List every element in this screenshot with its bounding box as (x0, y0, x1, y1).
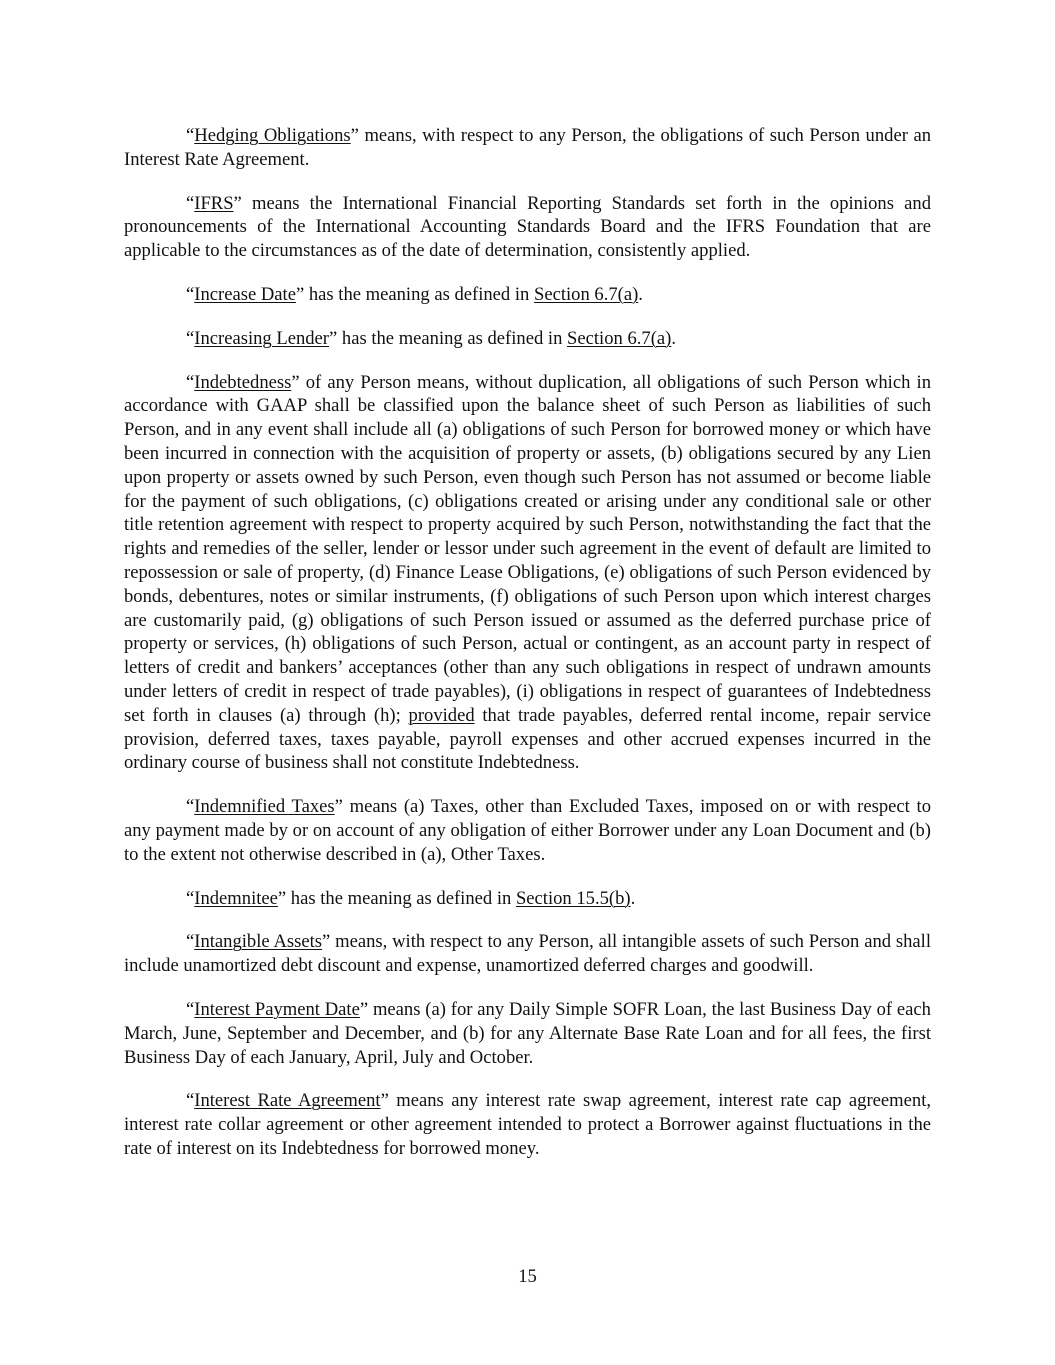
definition-text: “ (186, 327, 195, 349)
definition-text: ” of any Person means, without duplication, all obligations of such Person which in accordance with GAAP shall be classified upon the balance sheet of such Person as liabilities of such Person, and in any event shall include all (a) obligations of such Person for borrowed money or which have been incurred in connection with the acquisition of property or assets, (b) obligations secured by any Lien upon property or assets owned by such Person, even though such Person has not assumed or become liable for the payment of such obligations, (c) obligations created or arising under any conditional sale or other title retention agreement with respect to property acquired by such Person, notwithstanding the fact that the rights and remedies of the seller, lender or lessor under such agreement in the event of default are limited to repossession or sale of property, (d) Finance Lease Obligations, (e) obligations of such Person evidenced by bonds, debentures, notes or similar instruments, (f) obligations of such Person upon which interest charges are customarily paid, (g) obligations of such Person issued or assumed as the deferred purchase price of property or services, (h) obligations of such Person, actual or contingent, as an account party in respect of letters of credit and bankers’ acceptances (other than any such obligations in respect of undrawn amounts under letters of credit in respect of trade payables), (i) obligations in respect of guarantees of Indebtedness set forth in clauses (a) through (h); (124, 371, 931, 726)
underlined-term: Indebtedness (194, 371, 292, 393)
definition-interest-rate-agreement (124, 1089, 931, 1160)
underlined-term: Indemnitee (194, 887, 278, 909)
definition-ifrs (124, 192, 931, 263)
definition-intangible-assets (124, 930, 931, 978)
definition-interest-payment-date (124, 998, 931, 1069)
definition-increase-date (124, 283, 931, 307)
underlined-term: Interest Rate Agreement (194, 1090, 381, 1112)
definition-indebtedness (124, 371, 931, 776)
underlined-term: Interest Payment Date (194, 998, 360, 1020)
definition-text: ” means, with respect to any Person, all intangible assets of such Person and shall include unamortized debt discount and expense, unamortized deferred charges and goodwill. (124, 931, 932, 977)
definition-text: ” has the meaning as defined in (295, 283, 534, 305)
definition-text: “ (186, 796, 195, 818)
underlined-term: Section 6.7(a) (567, 327, 672, 349)
underlined-term: Increasing Lender (194, 327, 329, 349)
definition-text: “ (186, 931, 195, 953)
page-number: 15 (518, 1266, 537, 1287)
underlined-term: Indemnified Taxes (194, 796, 335, 818)
definition-text: . (638, 283, 643, 305)
definition-text: ” means, with respect to any Person, the obligations of such Person under an Interest Rate Agreement. (124, 125, 932, 170)
underlined-term: IFRS (194, 192, 234, 214)
definition-text: . (671, 327, 676, 349)
definition-text: “ (186, 192, 195, 214)
definition-text: ” means (a) Taxes, other than Excluded Taxes, imposed on or with respect to any payment made by or on account of any obligation of either Borrower under any Loan Document and (b) to the extent not otherwise described in (a), Other Taxes. (124, 796, 931, 865)
definition-text: ” means any interest rate swap agreement, interest rate cap agreement, interest rate collar agreement or other agreement intended to protect a Borrower against fluctuations in the rate of interest on its Indebtedness for borrowed money. (124, 1090, 932, 1159)
definition-text: “ (186, 998, 195, 1020)
underlined-term: provided (408, 704, 475, 726)
document-page (124, 124, 931, 1161)
definition-text: ” means (a) for any Daily Simple SOFR Loan, the last Business Day of each March, June, September and December, and (b) for any Alternate Base Rate Loan and for all fees, the first Business Day of each January, April, July and October. (124, 998, 931, 1068)
definition-text: that trade payables, deferred rental income, repair service provision, deferred taxes, taxes payable, payroll expenses and other accrued expenses incurred in the ordinary course of business shall not constitute Indebtedness. (124, 704, 932, 774)
underlined-term: Intangible Assets (194, 931, 323, 953)
definition-text: ” has the meaning as defined in (329, 327, 568, 349)
definition-text: “ (186, 283, 195, 305)
definition-text: . (630, 887, 636, 909)
definition-text: “ (186, 887, 195, 909)
underlined-term: Increase Date (194, 283, 296, 305)
definitions-list (124, 124, 931, 1161)
definition-indemnitee (124, 887, 931, 911)
underlined-term: Section 15.5(b) (515, 887, 631, 909)
definition-text: “ (186, 1090, 195, 1112)
definition-text: “ (186, 371, 195, 393)
definition-text: ” means the International Financial Reporting Standards set forth in the opinions and pronouncements of the International Accounting Standards Board and the IFRS Foundation that are applicable to the circumstances as of the date of determination, consistently applied. (124, 192, 931, 262)
underlined-term: Section 6.7(a) (533, 283, 639, 305)
definition-text: ” has the meaning as defined in (277, 887, 516, 909)
definition-text: “ (186, 125, 195, 146)
definition-hedging-obligations (124, 124, 931, 172)
underlined-term: Hedging Obligations (194, 125, 351, 146)
definition-indemnified-taxes (124, 795, 931, 866)
definition-increasing-lender (124, 327, 931, 351)
